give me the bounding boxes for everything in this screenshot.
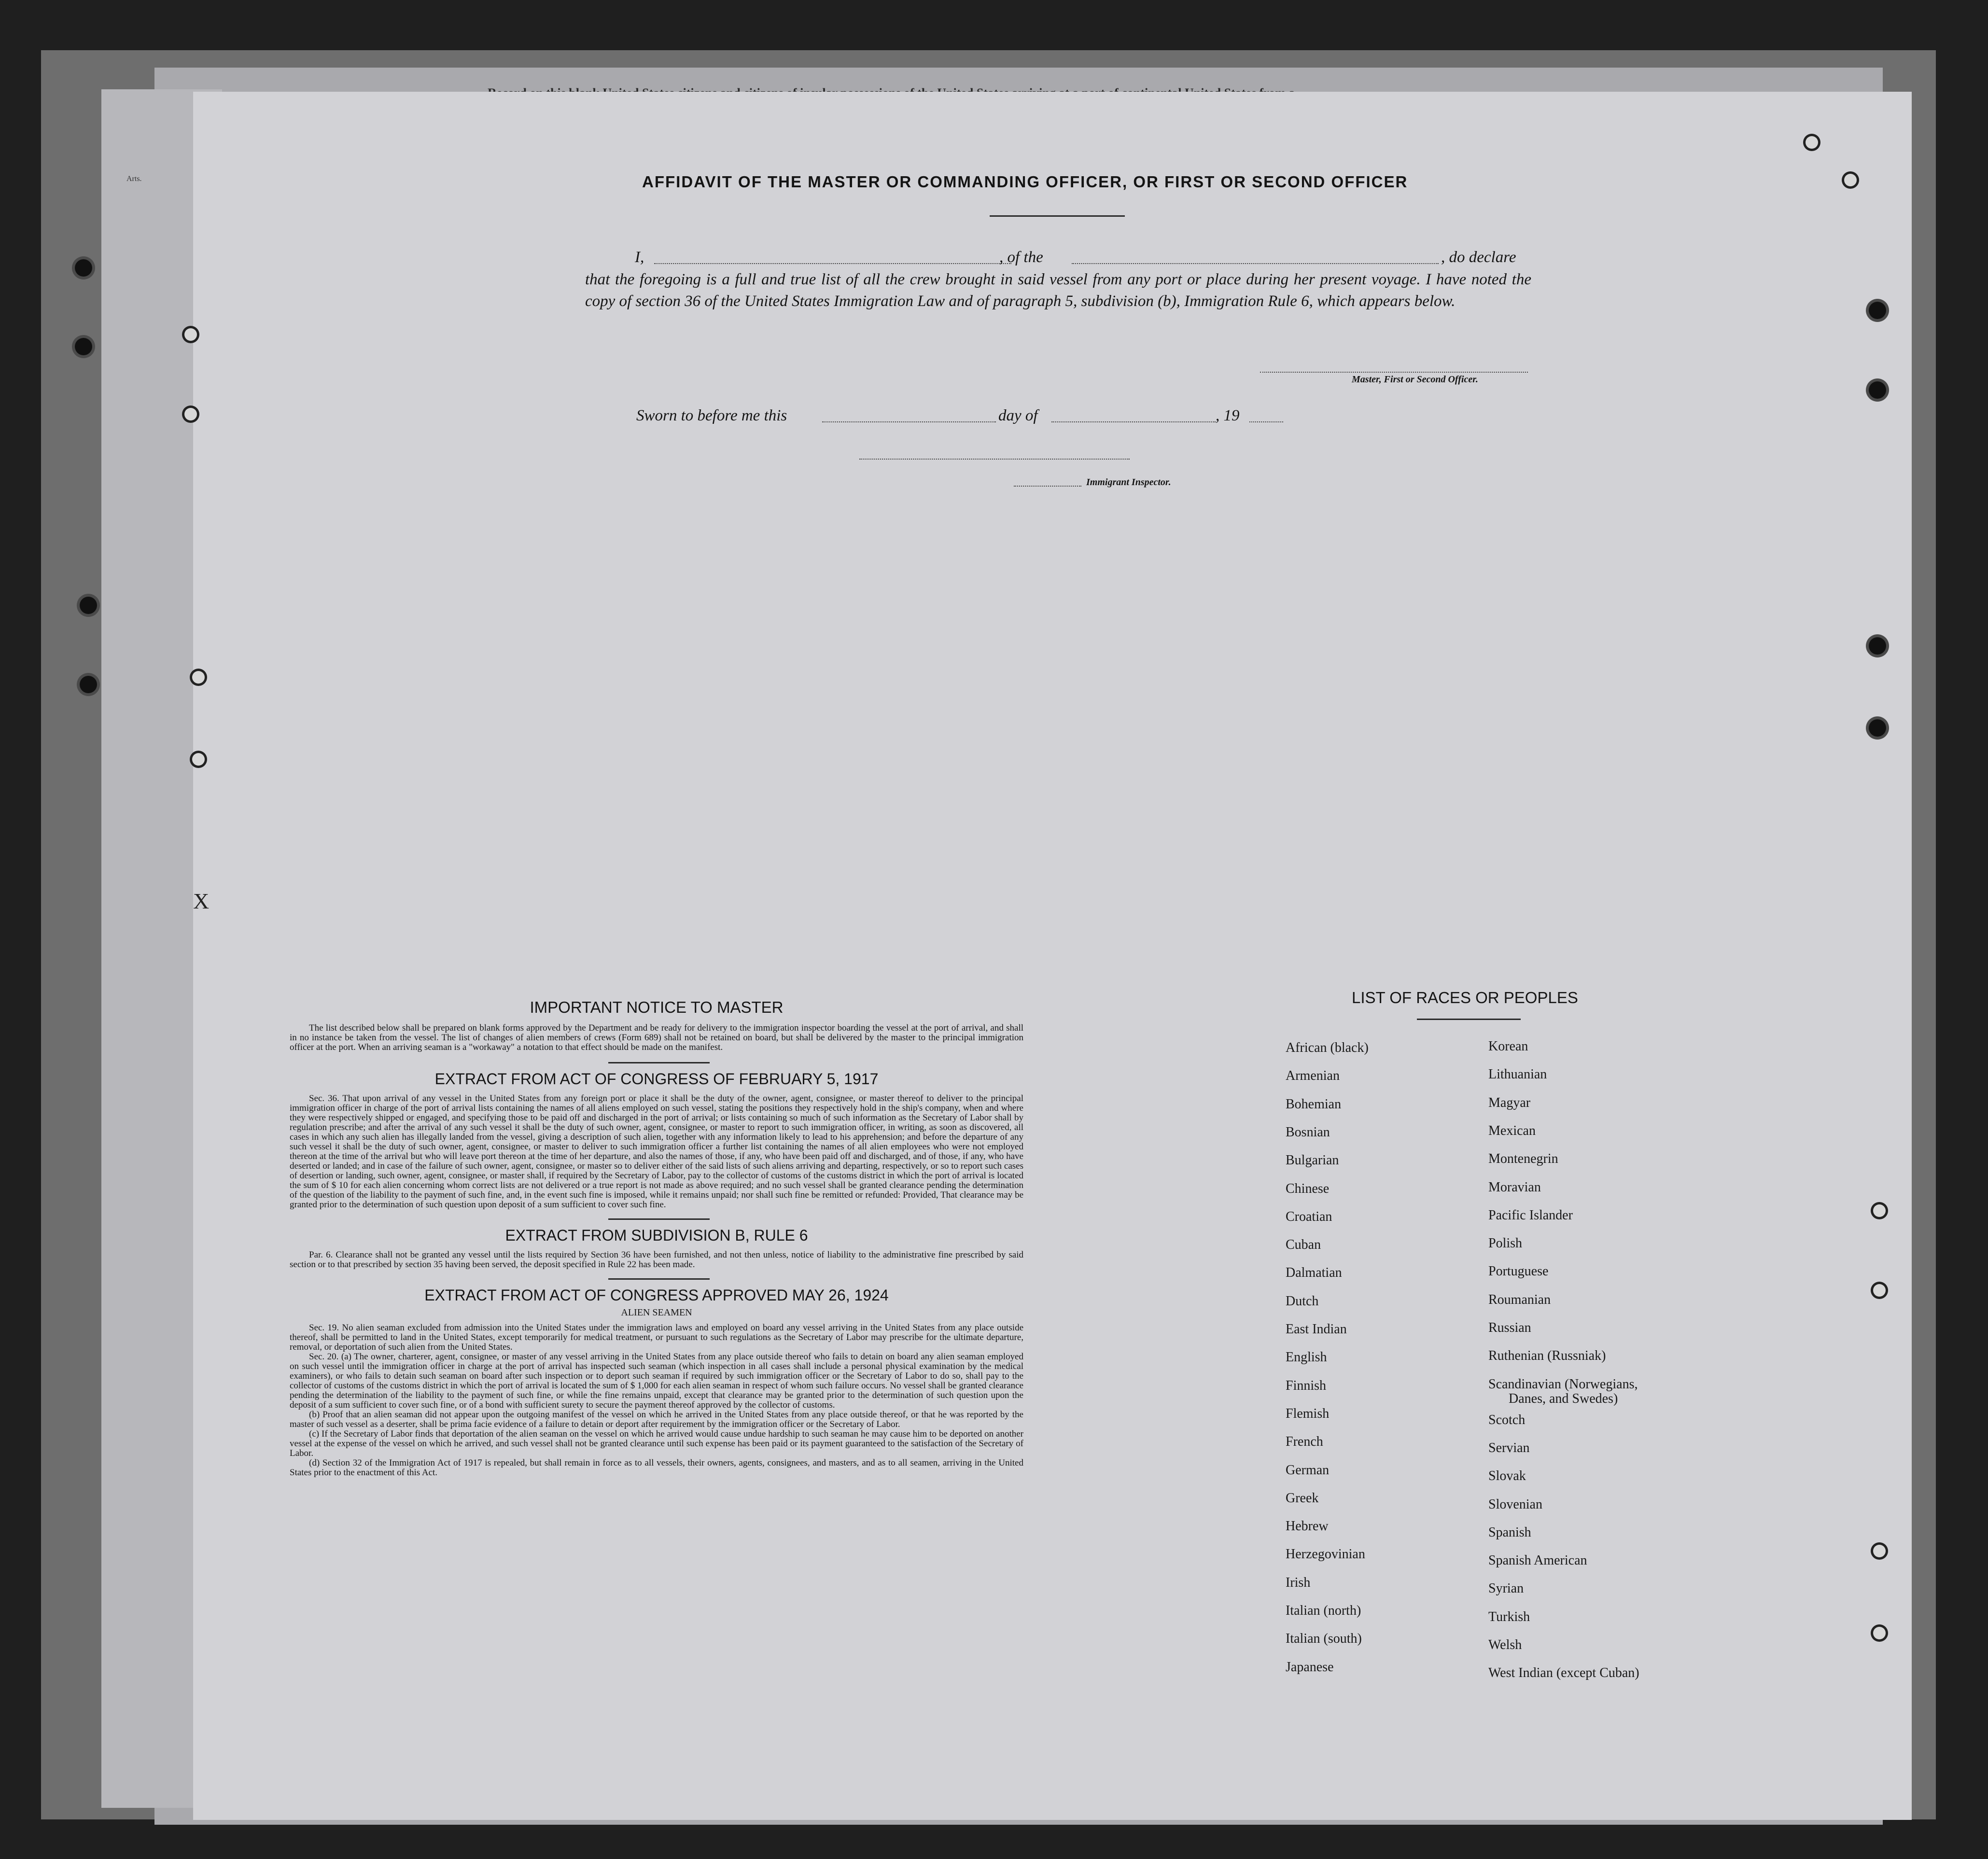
race-item: Moravian — [1488, 1179, 1541, 1195]
punch-hole — [1869, 719, 1886, 737]
race-item: Montenegrin — [1488, 1151, 1558, 1167]
race-item: Armenian — [1286, 1068, 1340, 1084]
race-item: Japanese — [1286, 1659, 1334, 1675]
race-item: Herzegovinian — [1286, 1547, 1365, 1562]
race-item: Danes, and Swedes) — [1509, 1391, 1618, 1406]
notice-title: IMPORTANT NOTICE TO MASTER — [530, 998, 784, 1016]
extract-1924-sec20d: (d) Section 32 of the Immigration Act of 1917 is repealed, but shall remain in force as to all vessels, their owners, agents, consignees, and masters, and as to all seamen, arriving in the United States prior to the enactment of this Act. — [290, 1458, 1023, 1478]
races-title: LIST OF RACES OR PEOPLES — [1352, 989, 1578, 1006]
race-item: Bohemian — [1286, 1096, 1342, 1112]
races-title-underline — [1417, 1019, 1521, 1020]
divider — [608, 1062, 710, 1063]
extract-1924-sec20c: (c) If the Secretary of Labor finds that deportation of the alien seaman on the vessel on which he arrived would cause undue hardship to such seaman he may cause him to be deported on another vessel at the expense of the vessel on which he arrived, and such vessel shall not be granted clearance until such expense has been paid or its payment guaranteed to the satisfaction of the Secretary of Labor. — [290, 1429, 1023, 1458]
race-item: East Indian — [1286, 1322, 1347, 1337]
title-underline — [990, 215, 1125, 217]
race-item: West Indian (except Cuban) — [1488, 1665, 1639, 1681]
punch-hole — [1873, 1545, 1886, 1557]
race-item: Cuban — [1286, 1237, 1321, 1253]
race-item: Ruthenian (Russniak) — [1488, 1348, 1606, 1364]
race-item: Finnish — [1286, 1378, 1327, 1393]
race-item: Magyar — [1488, 1095, 1531, 1110]
race-item: Portuguese — [1488, 1264, 1549, 1279]
race-item: Polish — [1488, 1236, 1523, 1251]
officer-name-field[interactable] — [654, 263, 1011, 264]
race-item: Scotch — [1488, 1412, 1526, 1427]
punch-hole — [1844, 174, 1857, 186]
race-item: Bosnian — [1286, 1124, 1330, 1140]
legal-column — [290, 998, 1023, 1478]
race-item: Russian — [1488, 1320, 1531, 1335]
punch-hole — [1873, 1627, 1886, 1639]
race-item: Greek — [1286, 1490, 1319, 1506]
punch-hole — [80, 597, 97, 614]
race-item: Servian — [1488, 1440, 1530, 1455]
race-item: Scandinavian (Norwegians, — [1488, 1376, 1638, 1392]
sworn-line — [636, 407, 1312, 426]
line1-end: , do declare — [1441, 249, 1516, 266]
punch-hole — [1873, 1284, 1886, 1297]
affidavit-title: AFFIDAVIT OF THE MASTER OR COMMANDING OFFICER, OR FIRST OR SECOND OFFICER — [642, 173, 1408, 191]
affidavit-body: that the foregoing is a full and true list of all the crew brought in said vessel from any port or place during her present voyage. I have noted the copy of section 36 of the United States Immigration Law and of paragraph 5, subdivision (b), Immigration Rule 6, which appears below. — [585, 271, 1531, 310]
extract-1917-text: Sec. 36. That upon arrival of any vessel in the United States from any foreign port or place it shall be the duty of the owner, agent, consignee, or master thereof to deliver to the principal immigration officer in charge of the port of arrival lists containing the names of all aliens employed on such vessel, stating the positions they respectively hold in the ship's company, when and where they were respectively shipped or engaged, and specifying those to be paid off and discharged in the port of arrival; or lists containing so much of such information as the Secretary of Labor shall by regulation prescribe; and after the arrival of any such vessel it shall be the duty of such owner, agent, consignee, or master to report to such immigration officer, in writing, as soon as discovered, all cases in which any such alien has illegally landed from the vessel, giving a description of such alien, together with any information likely to lead to his apprehension; and before the departure of any such vessel it shall be the duty of such owner, agent, consignee, or master to deliver to such immigration officer a further list containing the names of all alien employees who were not employed thereon at the time of the arrival but who will leave port thereon at the time of her departure, and also the names of those, if any, who have been paid off and discharged, and of those, if any, who have deserted or landed; and in case of the failure of such owner, agent, consignee, or master so to deliver either of the said lists of such aliens arriving and departing, respectively, or so to report such cases of desertion or landing, such owner, agent, consignee, or master shall, if required by the Secretary of Labor, pay to the collector of customs of the customs district in which the port of arrival is located the sum of $ 10 for each alien concerning whom correct lists are not delivered or a true report is not made as above required; and no such vessel shall be granted clearance pending the determination of the question of the liability to the payment of such fine, and, in the event such fine is imposed, while it remains unpaid; nor shall such fine be remitted or refunded: Provided, That clearance may be granted prior to the determination of such question upon deposit of a sum sufficient to cover such fine. — [290, 1093, 1023, 1210]
inspector-line[interactable] — [859, 459, 1130, 460]
arts-label: Arts. — [126, 175, 142, 183]
signature-line[interactable] — [1260, 372, 1528, 373]
extract-1924-title: EXTRACT FROM ACT OF CONGRESS APPROVED MAY 26, 1924 — [424, 1286, 889, 1304]
race-item: Flemish — [1286, 1406, 1330, 1421]
punch-hole — [184, 408, 197, 420]
extract-1917-title: EXTRACT FROM ACT OF CONGRESS OF FEBRUARY 5, 1917 — [434, 1070, 879, 1088]
race-item: German — [1286, 1462, 1330, 1478]
race-item: African (black) — [1286, 1040, 1369, 1055]
extract-1924-sec19: Sec. 19. No alien seaman excluded from admission into the United States under the immigration laws and employed on board any vessel arriving in the United States from any place outside thereof, shall be permitted to land in the United States, except temporarily for medical treatment, or pursuant to such regulations as the Secretary of Labor may prescribe for the ultimate departure, removal, or deportation of such alien from the United States. — [290, 1323, 1023, 1352]
punch-hole — [192, 671, 205, 684]
extract-rule6-title: EXTRACT FROM SUBDIVISION B, RULE 6 — [505, 1227, 808, 1244]
punch-hole — [75, 259, 92, 277]
main-sheet — [193, 92, 1912, 1820]
divider — [608, 1218, 710, 1220]
punch-hole — [1869, 637, 1886, 655]
divider — [608, 1278, 710, 1280]
race-item: French — [1286, 1434, 1323, 1450]
sworn-year-field[interactable] — [1249, 421, 1283, 422]
extract-1924-sec20b: (b) Proof that an alien seaman did not appear upon the outgoing manifest of the vessel on which he arrived in the United States from any place outside thereof, or that he was reported by the master of such vessel as a deserter, shall be prima facie evidence of a failure to detain or deport after requirement by the immigration officer or the Secretary of Labor. — [290, 1410, 1023, 1429]
race-item: Mexican — [1488, 1123, 1536, 1138]
sworn-year: , 19 — [1216, 407, 1240, 424]
sworn-month-field[interactable] — [1051, 421, 1216, 422]
affidavit-line1 — [635, 249, 1533, 268]
race-item: Chinese — [1286, 1181, 1330, 1196]
race-item: English — [1286, 1350, 1327, 1365]
race-item: Italian (south) — [1286, 1631, 1362, 1647]
race-item: Spanish — [1488, 1524, 1531, 1540]
extract-rule6-text: Par. 6. Clearance shall not be granted any vessel until the lists required by Section 36 have been furnished, and not then unless, notice of liability to the administrative fine prescribed by said section or to that prescribed by section 35 having been served, the deposit specified in Rule 22 has been made. — [290, 1250, 1023, 1270]
sworn-prefix: Sworn to before me this — [636, 407, 787, 424]
punch-hole — [1873, 1204, 1886, 1217]
race-item: Turkish — [1488, 1609, 1530, 1624]
vessel-name-field[interactable] — [1072, 263, 1439, 264]
margin-x-mark: X — [193, 889, 210, 913]
sworn-day-field[interactable] — [822, 421, 996, 422]
line1-prefix: I, — [635, 249, 644, 266]
punch-hole — [80, 676, 97, 693]
punch-hole — [192, 753, 205, 766]
race-item: Korean — [1488, 1039, 1528, 1054]
race-item: Roumanian — [1488, 1292, 1551, 1307]
extract-1924-sec20a: Sec. 20. (a) The owner, charterer, agent, consignee, or master of any vessel arriving in the United States from any place outside thereof who fails to detain on board any alien seaman employed on such vessel until the immigration officer in charge at the port of arrival has inspected such seaman (which inspection in all cases shall include a personal physical examination by the medical examiners), or who fails to detain such seaman on board after such inspection or to deport such seaman if required by such immigration officer or the Secretary of Labor to do so, shall pay to the collector of customs of the customs district in which the port of arrival is located the sum of $ 1,000 for each alien seaman in respect of whom such failure occurs. No vessel shall be granted clearance pending the determination of the liability to the payment of such fine, or while the fine remains unpaid, except that clearance may be granted prior to the determination of such question upon the deposit of a sum sufficient to cover such fine, or of a bond with sufficient surety to secure the payment thereof approved by the collector of customs. — [290, 1352, 1023, 1410]
line1-mid: , of the — [999, 249, 1043, 266]
race-item: Spanish American — [1488, 1553, 1587, 1568]
inspector-line-short[interactable] — [1014, 486, 1081, 487]
race-item: Croatian — [1286, 1209, 1332, 1224]
sworn-day: day of — [998, 407, 1038, 424]
extract-1924-subtitle: ALIEN SEAMEN — [621, 1307, 692, 1318]
punch-hole — [75, 338, 92, 355]
punch-hole — [1869, 302, 1886, 319]
race-item: Slovak — [1488, 1468, 1526, 1484]
race-item: Syrian — [1488, 1581, 1524, 1596]
race-item: Pacific Islander — [1488, 1207, 1573, 1223]
race-item: Dutch — [1286, 1293, 1319, 1309]
signature-label: Master, First or Second Officer. — [1352, 374, 1478, 385]
inspector-label: Immigrant Inspector. — [1086, 477, 1171, 488]
race-item: Italian (north) — [1286, 1603, 1361, 1618]
punch-hole — [184, 328, 197, 341]
race-item: Lithuanian — [1488, 1067, 1547, 1082]
race-item: Bulgarian — [1286, 1153, 1339, 1168]
race-item: Dalmatian — [1286, 1265, 1342, 1281]
punch-hole — [1806, 136, 1818, 149]
race-item: Welsh — [1488, 1637, 1522, 1652]
punch-hole — [1869, 381, 1886, 399]
race-item: Slovenian — [1488, 1496, 1542, 1512]
race-item: Hebrew — [1286, 1519, 1329, 1534]
race-item: Irish — [1286, 1575, 1311, 1590]
notice-text: The list described below shall be prepared on blank forms approved by the Department and be ready for delivery to the immigration inspector boarding the vessel at the port of arrival, and shall in no instance be taken from the vessel. The list of changes of alien members of crews (Form 689) shall not be retained on board, but shall be delivered by the master to the principal immigration officer at the port. When an arriving seaman is a "workaway" a notation to that effect should be made on the manifest. — [290, 1023, 1023, 1052]
